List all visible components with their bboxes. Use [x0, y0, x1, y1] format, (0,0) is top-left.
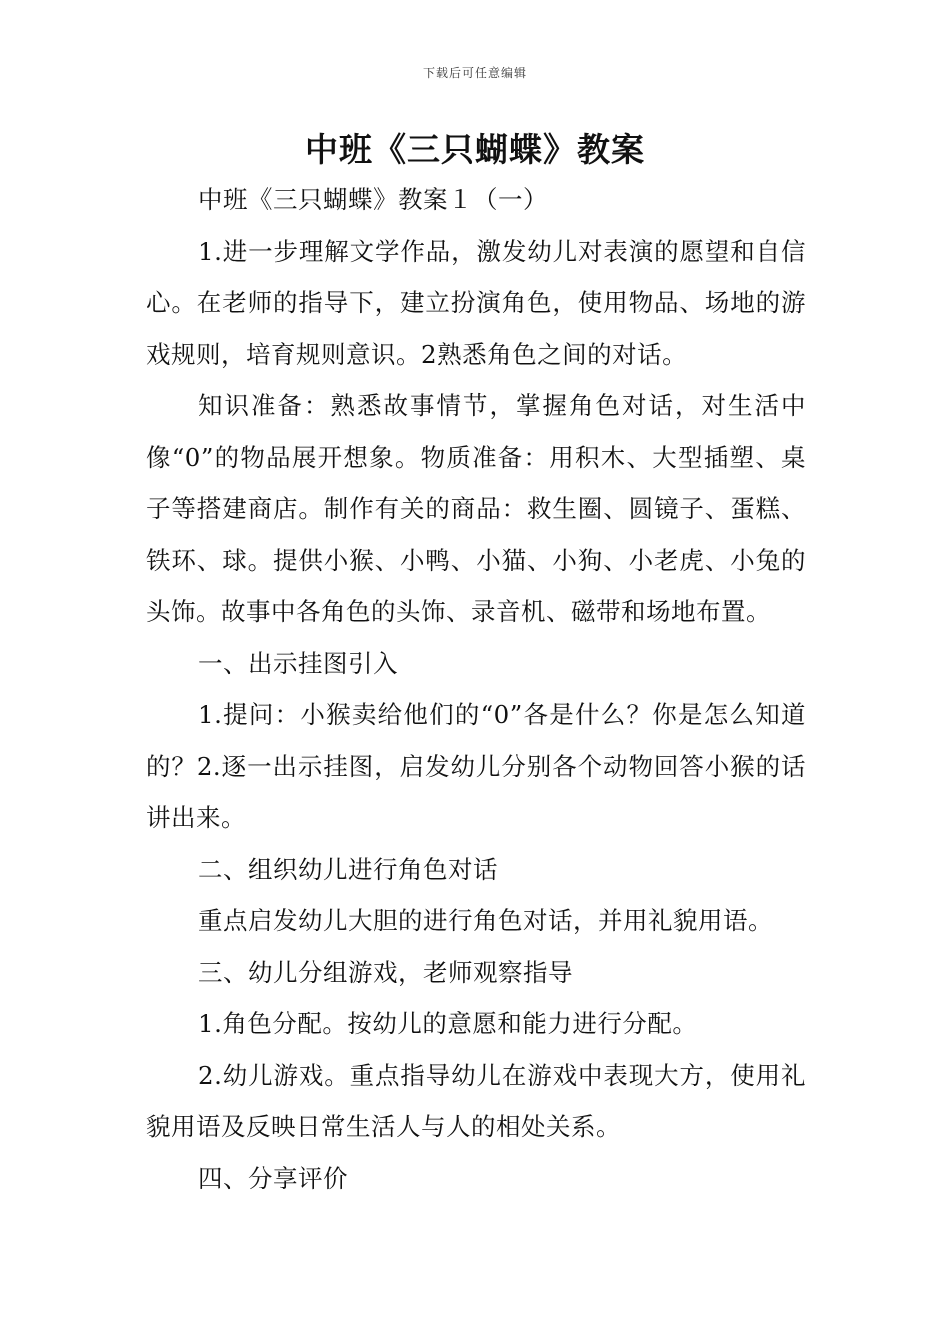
paragraph-game-guidance: 2.幼儿游戏。重点指导幼儿在游戏中表现大方，使用礼貌用语及反映日常生活人与人的相处关系。: [146, 1060, 806, 1141]
paragraph-dialogue: 重点启发幼儿大胆的进行角色对话，并用礼貌用语。: [198, 906, 773, 935]
section-heading-4: 四、分享评价: [198, 1163, 348, 1193]
paragraph-role-assignment: 1.角色分配。按幼儿的意愿和能力进行分配。: [198, 1009, 698, 1038]
paragraph-objectives: 1.进一步理解文学作品，激发幼儿对表演的愿望和自信心。在老师的指导下，建立扮演角色，使用物品、场地的游戏规则，培育规则意识。2熟悉角色之间的对话。: [146, 236, 806, 369]
document-body: [146, 174, 806, 1204]
paragraph-questions: 1.提问：小猴卖给他们的“0”各是什么？你是怎么知道的？2.逐一出示挂图，启发幼儿分别各个动物回答小猴的话讲出来。: [146, 700, 806, 832]
section-heading-3: 三、幼儿分组游戏，老师观察指导: [198, 957, 573, 987]
header-note: 下载后可任意编辑: [422, 66, 527, 80]
paragraph-subtitle: 中班《三只蝴蝶》教案１（一）: [198, 185, 548, 214]
section-heading-2: 二、组织幼儿进行角色对话: [198, 854, 498, 884]
section-heading-1: 一、出示挂图引入: [198, 648, 398, 678]
document-title: 中班《三只蝴蝶》教案: [305, 130, 645, 169]
paragraph-preparation: 知识准备：熟悉故事情节，掌握角色对话，对生活中像“0”的物品展开想象。物质准备：用积木、大型插塑、桌子等搭建商店。制作有关的商品：救生圈、圆镜子、蛋糕、铁环、球。提供小猴、小鸭、小猫、小狗、小老虎、小兔的头饰。故事中各角色的头饰、录音机、磁带和场地布置。: [146, 391, 806, 626]
